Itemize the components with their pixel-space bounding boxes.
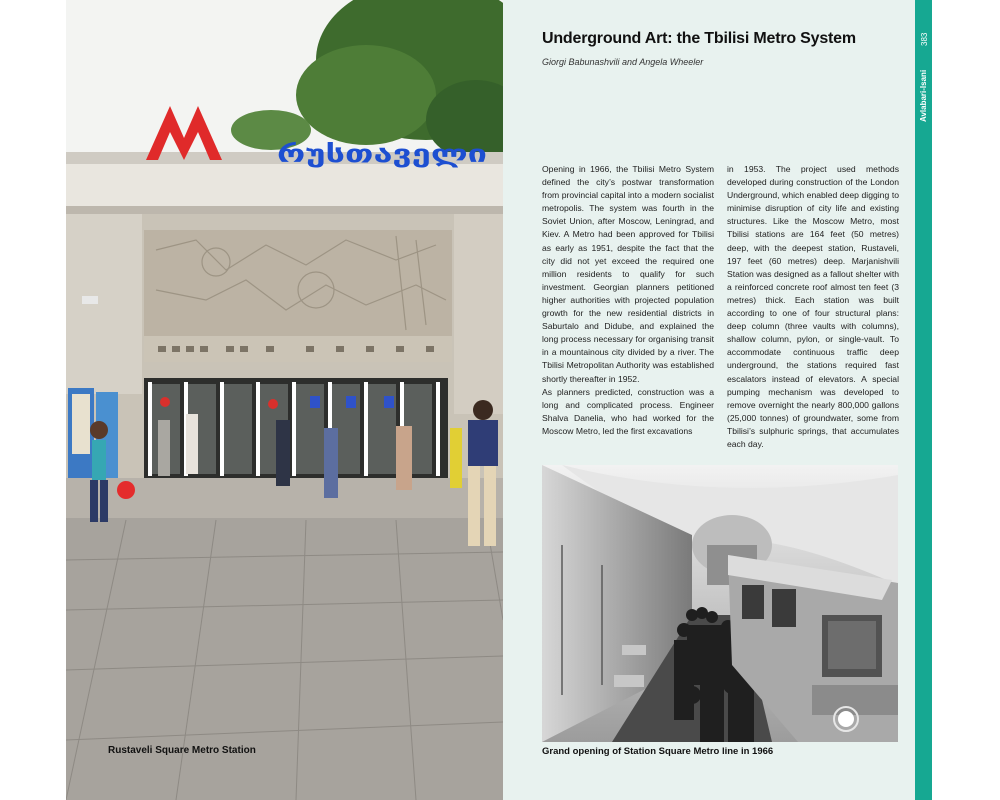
page-number-right: 383 (920, 32, 929, 46)
article-title: Underground Art: the Tbilisi Metro System (542, 30, 856, 47)
text-column-1 (542, 163, 714, 438)
metro-opening-photo (542, 465, 898, 742)
metro-station-photo (66, 0, 503, 800)
article-authors: Giorgi Babunashvili and Angela Wheeler (542, 57, 704, 67)
paragraph: Opening in 1966, the Tbilisi Metro System defined the city’s postwar transformation from provincial capital into a modern socialist metropolis. The system was fourth in the Soviet Union, after Moscow, Leningrad, and Kiev. A Metro had been approved for Tbilisi as early as 1951, despite the fact that the city did not yet exceed the required one million residents to qualify for such investment. Georgian planners petitioned higher authorities with projected population growth for the new residential districts in Saburtalo and Didube, and explained the long process necessary for organising transit in a mountainous city divided by a river. The Tbilisi Metropolitan Authority was established shortly thereafter in 1952. (542, 164, 714, 384)
station-sign-text: რუსთაველი (277, 140, 487, 168)
paragraph: in 1953. The project used methods developed during construction of the London Underground, which enabled deep digging to minimise disruption of city life and existing structures. Like the Moscow Metro, most Tbilisi stations are 164 feet (50 metres) deep, with the deepest station, Rustaveli, 197 feet (60 metres) deep. Marjanishvili Station was designed as a fallout shelter with a reinforced concrete roof almost ten feet (3 metres) thick. Each station was built according to one of four structural plans: deep column (three vaults with columns), shallow column, pylon, or single-vault. To accommodate continuous traffic deep underground, the stations required fast escalators instead of elevators. A special pumping mechanism was developed to remove overnight the nearly 800,000 gallons (25,000 tonnes) of groundwater, some from Tbilisi’s sulphuric springs, that accumulates each day. (727, 164, 899, 449)
caption-right: Grand opening of Station Square Metro line in 1966 (542, 746, 774, 757)
caption-left: Rustaveli Square Metro Station (108, 745, 256, 756)
paragraph: As planners predicted, construction was a long and complicated process. Engineer Shalva Danelia, who had worked for the Moscow Metro, led the first excavations (542, 386, 714, 436)
page-margin (932, 0, 1000, 800)
section-tab-label: Avlabari-Isani (919, 69, 928, 122)
text-column-2 (727, 163, 899, 451)
